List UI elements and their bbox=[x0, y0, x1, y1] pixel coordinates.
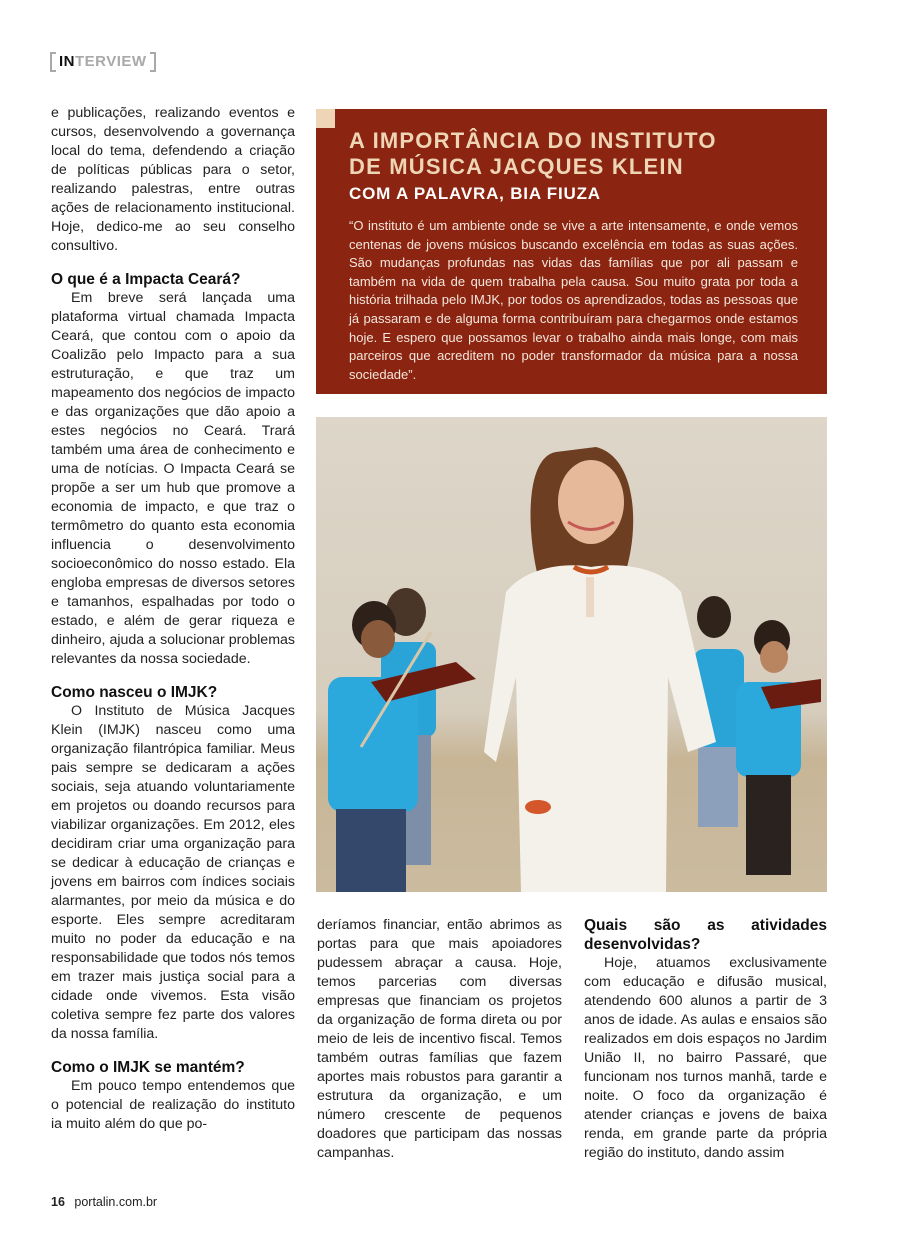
question-heading: Como nasceu o IMJK? bbox=[51, 684, 218, 701]
boxout-subtitle: COM A PALAVRA, BIA FIUZA bbox=[349, 184, 601, 203]
answer-paragraph-continued: deríamos financiar, então abrimos as portas para que mais apoiadores pudessem abraçar a causa. Hoje, temos parcerias com diversas empresas que financiam os projetos da organização de forma direta ou por meio de leis de incentivo fiscal. Temos também outras famílias que fazem aportes mais robustos para garantir a estrutura da organização, e um número crescente de pequenos doadores que participam das nossas campanhas. bbox=[317, 917, 562, 1161]
page-footer bbox=[51, 1195, 157, 1209]
child-right-front bbox=[736, 620, 821, 875]
woman-figure bbox=[484, 447, 716, 892]
photo-illustration bbox=[316, 417, 827, 892]
intro-paragraph: e publicações, realizando eventos e cursos, desenvolvendo a governança local do tema, defendendo a criação de políticas públicas para o setor, realizando palestras, entre outras ações de relacionamento institucional. Hoje, dedico-me ao seu conselho consultivo. bbox=[51, 105, 295, 254]
answer-paragraph: Em pouco tempo entendemos que o potencial de realização do instituto ia muito além do que po- bbox=[51, 1078, 295, 1132]
answer-paragraph: O Instituto de Música Jacques Klein (IMJK) nasceu como uma organização filantrópica familiar. Meus pais sempre se dedicaram a ações sociais, seja atuando voluntariamente em projetos ou doando recursos para viabilizar organizações. Em 2012, eles decidiram criar uma organização para se dedicar à educação de crianças e jovens em bairros com índices sociais alarmantes, por meio da música e do esporte. Eles sempre acreditaram muito no poder da educação e na responsabilidade que todos nós temos em trazer mais justiça social para a cidade onde vivemos. Esta visão coletiva sempre fez parte dos valores da nossa família. bbox=[51, 703, 295, 1042]
question-heading: Quais são as atividades desenvolvidas? bbox=[584, 917, 827, 953]
right-bracket bbox=[150, 52, 156, 72]
question-heading: O que é a Impacta Ceará? bbox=[51, 271, 241, 288]
boxout-quote: “O instituto é um ambiente onde se vive a arte intensamente, e onde vemos centenas de jovens músicos buscando excelência em todas as suas ações. São mudanças profundas nas vidas das famílias que por ali passam e também na vida de quem trabalha pela causa. Sou muito grata por toda a história trilhada pelo IMJK, por todos os aprendizados, todas as pessoas que já passaram e de alguma forma contribuíram para chegarmos onde estamos hoje. E espero que possamos levar o trabalho ainda mais longe, com mais parceiros que acreditem no poder transformador da música para a nossa sociedade”. bbox=[349, 218, 798, 382]
section-label bbox=[50, 51, 156, 73]
accent-square bbox=[316, 109, 335, 128]
answer-paragraph: Em breve será lançada uma plataforma virtual chamada Impacta Ceará, que contou com o apoio da Coalizão pelo Impacto para a sua estruturação, e que traz um mapeamento dos negócios de impacto e das organizações que dão apoio a estes negócios no Ceará. Trará também uma área de conhecimento e uma de notícias. O Impacta Ceará se propõe a ser um hub que promove a economia de impacto, e que traz o termômetro do quanto esta economia influencia o desenvolvimento socioeconômico do nosso estado. Ela engloba empresas de diversos setores e tamanhos, espalhadas por todo o estado, e além de gerar riqueza e dinheiro, ajuda a solucionar problemas relevantes da nossa sociedade. bbox=[51, 290, 295, 667]
question-heading: Como o IMJK se mantém? bbox=[51, 1059, 245, 1076]
page-number: 16 bbox=[51, 1195, 65, 1209]
text-column-2 bbox=[317, 916, 562, 1163]
text-column-1 bbox=[51, 104, 295, 1134]
feature-photo bbox=[316, 417, 827, 892]
answer-paragraph: Hoje, atuamos exclusivamente com educação e difusão musical, atendendo 600 alunos a partir de 3 anos de idade. As aulas e ensaios são realizados em dois espaços no Jardim União II, no bairro Passaré, que funcionam nos turnos manhã, tarde e noite. O foco da organização é atender crianças e jovens de baixa renda, em grande parte da própria região do instituto, dando assim bbox=[584, 955, 827, 1161]
boxout-title: A IMPORTÂNCIA DO INSTITUTO DE MÚSICA JACQUES KLEIN bbox=[349, 128, 717, 179]
text-column-3 bbox=[584, 916, 827, 1163]
section-label-text: INTERVIEW bbox=[59, 53, 147, 70]
site-link[interactable]: portalin.com.br bbox=[74, 1195, 158, 1209]
quote-boxout bbox=[316, 109, 827, 394]
